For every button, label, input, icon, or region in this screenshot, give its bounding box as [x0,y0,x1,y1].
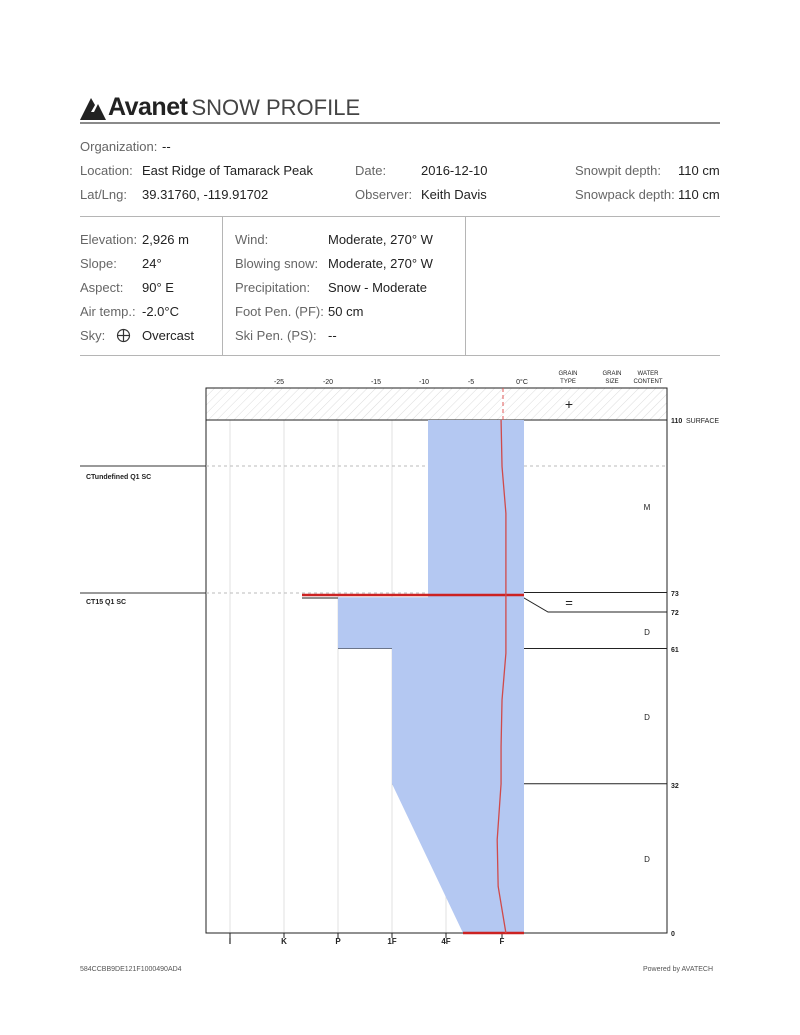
organization-value: -- [162,139,171,154]
temp-tick-label: -10 [418,379,430,386]
precipitation-label: Precipitation: [235,280,311,295]
grain-type-header: TYPE [560,379,576,385]
boundary-height-label: 110 [671,418,683,425]
brand-name: Avanet [108,93,188,121]
snowpack-depth-value: 110 cm [678,187,720,202]
temp-tick-label: -5 [467,379,475,386]
location-label: Location: [80,163,133,178]
hardness-tick-label: P [335,937,341,946]
surface-grain-symbol: + [564,396,574,412]
elevation-label: Elevation: [80,232,138,247]
temp-tick-label: 0°C [516,379,528,386]
temp-tick-label: -20 [322,379,334,386]
hardness-tick-label: 4F [441,937,451,946]
water-content-header: CONTENT [633,379,663,385]
precipitation-value: Snow - Moderate [328,280,427,295]
date-label: Date: [355,163,387,178]
grain-size-header: SIZE [605,379,619,385]
observer-label: Observer: [355,187,413,202]
aspect-value: 90° E [142,280,174,295]
boundary-height-label: 61 [671,647,679,654]
boundary-height-label: 72 [671,610,679,617]
test-label: CTundefined Q1 SC [86,474,152,481]
wind-value: Moderate, 270° W [328,232,433,247]
slope-label: Slope: [80,256,117,271]
air-temp-value: -2.0°C [142,304,179,319]
hardness-tick-label: I [228,937,232,946]
blowing-snow-value: Moderate, 270° W [328,256,433,271]
observer-value: Keith Davis [421,187,487,202]
test-label: CT15 Q1 SC [86,599,127,606]
organization-label: Organization: [80,139,158,154]
surface-label: SURFACE [686,418,720,425]
sky-label: Sky: [80,328,106,343]
latlng-label: Lat/Lng: [80,187,127,202]
date-value: 2016-12-10 [421,163,488,178]
snowpit-depth-label: Snowpit depth: [575,163,662,178]
profile-id: 584CCBB9DE121F1000490AD4 [80,966,182,973]
aspect-label: Aspect: [80,280,124,295]
boundary-height-label: 73 [671,591,679,598]
hardness-tick-label: F [499,937,505,946]
water-content-label: D [644,855,650,864]
snowpit-depth-value: 110 cm [678,163,720,178]
ski-pen-value: -- [328,328,337,343]
water-content-label: D [644,713,650,722]
latlng-value: 39.31760, -119.91702 [142,187,269,202]
elevation-value: 2,926 m [142,232,189,247]
air-temp-label: Air temp.: [80,304,136,319]
water-content-label: D [644,628,650,637]
location-value: East Ridge of Tamarack Peak [142,163,314,178]
grain-type-header: GRAIN [558,371,578,377]
hardness-profile [338,420,524,933]
product-title: SNOW PROFILE [191,95,361,120]
boundary-height-label: 32 [671,783,679,790]
temp-tick-label: -25 [273,379,285,386]
hardness-tick-label: K [281,937,287,946]
grain-size-header: GRAIN [602,371,622,377]
slope-value: 24° [142,256,162,271]
snowpack-depth-label: Snowpack depth: [575,187,675,202]
water-content-label: M [643,503,651,512]
hardness-tick-label: 1F [387,937,397,946]
sky-value: Overcast [142,328,195,343]
grain-type-symbol: = [565,595,573,610]
foot-pen-value: 50 cm [328,304,364,319]
wind-label: Wind: [235,232,269,247]
surface-hatch-area [206,388,667,420]
boundary-height-label: 0 [671,931,675,938]
powered-by: Powered by AVATECH [643,966,714,973]
ski-pen-label: Ski Pen. (PS): [235,328,317,343]
temp-tick-label: -15 [370,379,382,386]
foot-pen-label: Foot Pen. (PF): [235,304,324,319]
blowing-snow-label: Blowing snow: [235,256,319,271]
water-content-header: WATER [637,371,659,377]
